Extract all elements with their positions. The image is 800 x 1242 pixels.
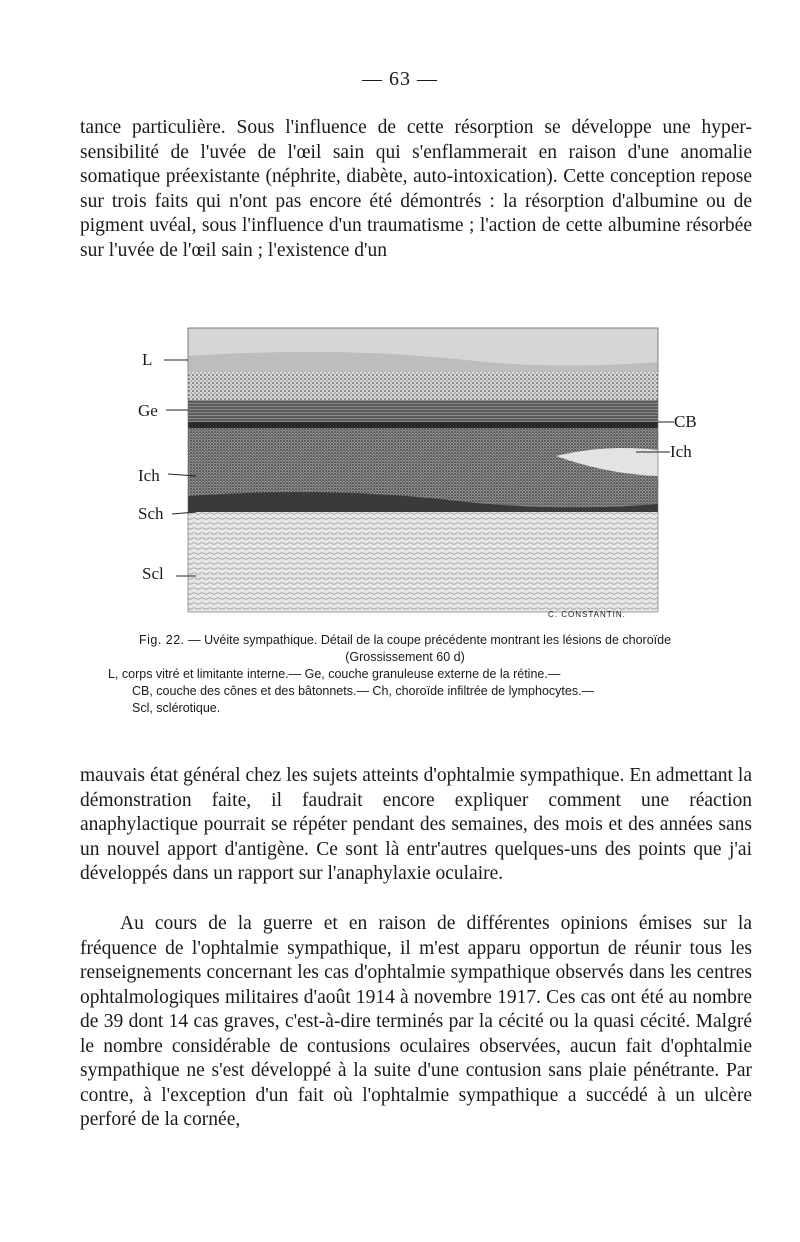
label-Ich-right: Ich xyxy=(670,442,692,461)
label-Ge: Ge xyxy=(138,401,158,420)
label-L: L xyxy=(142,350,153,369)
figure-caption xyxy=(100,632,710,666)
granular-layer xyxy=(188,372,658,400)
label-CB: CB xyxy=(674,412,697,431)
paragraph-3: Au cours de la guerre et en raison de différentes opinions émises sur la fréquence de l'ophtalmie sympathique, il m'est apparu opportun de réunir tous les renseignements concernant les cas d'ophtalmie sympathique observés dans les centres ophtalmologiques militaires d'août 1914 à novembre 1917. Ces cas ont été au nombre de 39 dont 14 cas graves, c'est-à-dire terminés par la cécité ou la quasi cécité. Malgré le nombre considérable de contusions oculaires observées, aucun fait d'ophtalmie sympathique ne s'est développé à la suite d'une contusion sans plaie pénétrante. Par contre, à l'exception d'un fait où l'ophtalmie sympathique a succédé à un ulcère perforé de la cornée, xyxy=(80,913,752,1130)
label-Ich-left: Ich xyxy=(138,466,160,485)
paragraph-1: tance particulière. Sous l'influence de cette résorption se développe une hyper-sensibilité de l'uvée de l'œil sain qui s'enflammerait en raison d'une anomalie somatique préexistante (néphrite, diabète, auto-intoxication). Cette conception repose sur trois faits qui n'ont pas encore été démontrés : la résorption d'albumine ou de pigment uvéal, sous l'influence d'un traumatisme ; l'action de cette albumine résorbée sur l'uvée de l'œil sain ; l'existence d'un xyxy=(80,117,752,261)
legend-line-1: L, corps vitré et limitante interne.— Ge, couche granuleuse externe de la rétine.— xyxy=(108,667,561,681)
figure-number: Fig. 22. xyxy=(138,633,185,647)
page-number: — 63 — xyxy=(362,68,438,90)
legend-line-2: CB, couche des cônes et des bâtonnets.— Ch, choroïde infiltrée de lymphocytes.— xyxy=(132,684,595,698)
sclera-layer xyxy=(188,512,658,612)
paragraph-2: mauvais état général chez les sujets atteints d'ophtalmie sympathique. En admettant la démonstration faite, il faudrait encore expliquer comment une réaction anaphylactique pourrait se répéter pendant des semaines, des mois et des années sans un nouvel apport d'antigène. Ce sont là entr'autres quelques-uns des points que j'ai développés dans un rapport sur l'anaphylaxie oculaire. xyxy=(80,765,752,884)
cone-rod-layer xyxy=(188,400,658,422)
label-Scl: Scl xyxy=(142,564,164,583)
figure-legend xyxy=(108,666,708,717)
histology-illustration xyxy=(136,326,716,626)
figure-title: — Uvéite sympathique. Détail de la coupe précédente montrant les lésions de choroïde (Grossissement 60 d) xyxy=(188,633,672,664)
legend-line-3: Scl, sclérotique. xyxy=(132,701,221,715)
histology-figure xyxy=(136,326,716,626)
label-Sch: Sch xyxy=(138,504,164,523)
illustrator-signature: C. CONSTANTIN. xyxy=(548,610,626,619)
